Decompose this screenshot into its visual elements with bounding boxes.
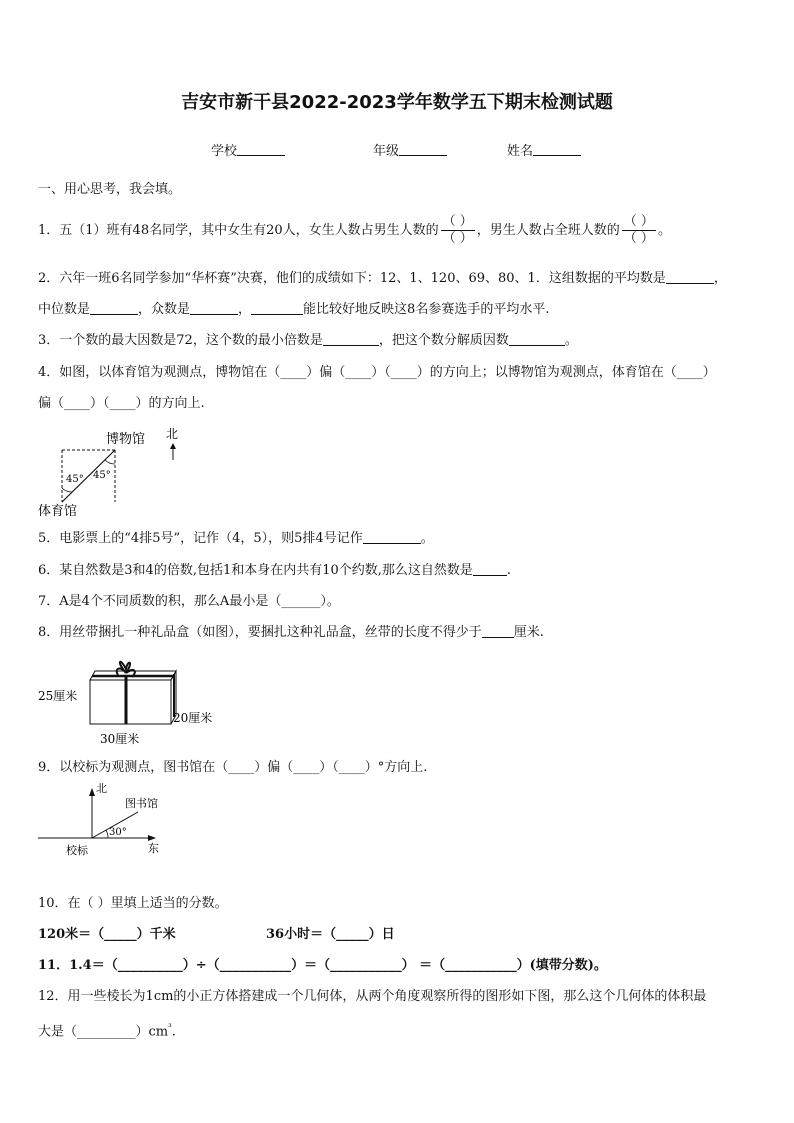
library-label: 图书馆 bbox=[125, 797, 158, 810]
angle-label: 30° bbox=[109, 827, 127, 838]
north-axis-arrowhead-icon bbox=[89, 788, 95, 796]
question-8 bbox=[38, 624, 544, 642]
question-6 bbox=[38, 562, 511, 580]
q2-text-2a: 中位数是 bbox=[38, 302, 91, 317]
school-blank[interactable] bbox=[237, 143, 285, 156]
q8-blank[interactable] bbox=[482, 625, 514, 638]
box-front-face bbox=[90, 680, 171, 724]
section-heading: 一、用心思考，我会填。 bbox=[38, 182, 182, 197]
q2-median-blank[interactable] bbox=[90, 302, 138, 315]
q3-text-b: ，把这个数分解质因数 bbox=[378, 333, 509, 348]
question-10-part-b: 36小时＝（_____）日 bbox=[266, 927, 395, 942]
q1-text-a: 1．五（1）班有48名同学，其中女生有20人，女生人数占男生人数的 bbox=[38, 223, 439, 238]
q1-frac2-den: （ ） bbox=[623, 231, 654, 246]
q3-factor-blank[interactable] bbox=[509, 333, 565, 346]
angle-label-2: 45° bbox=[93, 470, 111, 481]
q2-mean-blank[interactable] bbox=[666, 271, 714, 284]
q2-text-1a: 2．六年一班6名同学参加“华杯赛”决赛，他们的成绩如下：12、1、120、69、80、1．这组数据的平均数是 bbox=[38, 271, 666, 286]
angle-arc-1 bbox=[62, 488, 72, 492]
q8-gift-box-figure bbox=[36, 655, 236, 747]
q1-text-b: ，男生人数占全班人数的 bbox=[476, 223, 620, 238]
name-blank[interactable] bbox=[533, 143, 581, 156]
q5-text-b: 。 bbox=[420, 531, 434, 546]
q12-superscript: ³ bbox=[168, 1023, 172, 1033]
q2-text-2d: 能比较好地反映这8名参赛选手的平均水平. bbox=[303, 302, 550, 317]
q2-text-1b: ， bbox=[713, 271, 727, 286]
angle-label-1: 45° bbox=[66, 474, 84, 485]
q5-text-a: 5．电影票上的“4排5号”，记作（4，5），则5排4号记作 bbox=[38, 531, 363, 546]
question-10-part-a: 120米＝（_____）千米 bbox=[38, 927, 176, 942]
q3-text-c: 。 bbox=[564, 333, 578, 348]
q2-mode-blank[interactable] bbox=[190, 302, 238, 315]
q1-frac1-num: （ ） bbox=[442, 214, 473, 229]
ribbon-bow-icon bbox=[117, 662, 135, 677]
north-label: 北 bbox=[166, 427, 179, 441]
q1-frac2-num: （ ） bbox=[623, 214, 654, 229]
q6-blank[interactable] bbox=[473, 563, 507, 576]
q1-text-c: 。 bbox=[657, 223, 671, 238]
east-label: 东 bbox=[148, 842, 159, 855]
q8-text-a: 8．用丝带捆扎一种礼品盒（如图），要捆扎这种礼品盒，丝带的长度不得少于 bbox=[38, 625, 482, 640]
north-label: 北 bbox=[96, 782, 107, 795]
q1-fraction-2[interactable] bbox=[622, 214, 656, 247]
question-2-line-1 bbox=[38, 270, 727, 288]
school-field bbox=[211, 140, 285, 159]
angle-arc-2 bbox=[105, 460, 115, 464]
q8-text-b: 厘米. bbox=[513, 625, 544, 640]
q2-best-blank[interactable] bbox=[251, 302, 303, 315]
q6-text-b: . bbox=[506, 563, 512, 578]
question-4-line-2: 偏（____）（____）的方向上. bbox=[38, 396, 205, 411]
question-4-line-1: 4．如图，以体育馆为观测点，博物馆在（____）偏（____）（____）的方向上；以博物馆为观测点，体育馆在（____） bbox=[38, 365, 716, 380]
q4-figure bbox=[36, 422, 196, 522]
box-height-label: 25厘米 bbox=[38, 689, 78, 703]
q1-frac1-den: （ ） bbox=[442, 231, 473, 246]
q12-text-a: 大是（_________）cm bbox=[38, 1024, 169, 1040]
grade-label: 年级 bbox=[373, 144, 400, 159]
museum-label: 博物馆 bbox=[106, 432, 146, 447]
q3-text-a: 3．一个数的最大因数是72，这个数的最小倍数是 bbox=[38, 333, 323, 348]
name-field bbox=[507, 140, 581, 159]
angle-arc bbox=[106, 830, 108, 838]
grade-blank[interactable] bbox=[399, 143, 447, 156]
question-1 bbox=[38, 211, 671, 251]
gym-label: 体育馆 bbox=[38, 504, 78, 519]
question-3 bbox=[38, 332, 578, 350]
q2-text-2b: ，众数是 bbox=[138, 302, 191, 317]
q2-text-2c: ， bbox=[238, 302, 252, 317]
box-length-label: 30厘米 bbox=[100, 732, 140, 746]
q5-blank[interactable] bbox=[363, 531, 421, 544]
q1-fraction-1[interactable] bbox=[441, 214, 475, 247]
north-arrowhead-icon bbox=[170, 443, 176, 449]
question-10: 10．在（ ）里填上适当的分数。 bbox=[38, 896, 228, 911]
question-9: 9．以校标为观测点，图书馆在（____）偏（____）（____）°方向上. bbox=[38, 760, 428, 775]
grade-field bbox=[373, 140, 447, 159]
name-label: 姓名 bbox=[507, 144, 534, 159]
question-2-line-2 bbox=[38, 301, 549, 319]
question-12-line-2 bbox=[38, 1019, 176, 1041]
question-12-line-1: 12．用一些棱长为1cm的小正方体搭建成一个几何体，从两个角度观察所得的图形如下图，那么这个几何体的体积最 bbox=[38, 989, 707, 1004]
q9-figure bbox=[36, 782, 176, 862]
page-title: 吉安市新干县2022-2023学年数学五下期末检测试题 bbox=[181, 92, 613, 113]
q6-text-a: 6．某自然数是3和4的倍数,包括1和本身在内共有10个约数,那么这自然数是 bbox=[38, 563, 473, 578]
q12-text-b: . bbox=[171, 1024, 176, 1040]
question-5 bbox=[38, 530, 434, 548]
question-7: 7．A是4个不同质数的积，那么A最小是（______）。 bbox=[38, 594, 340, 609]
origin-label: 校标 bbox=[66, 844, 88, 857]
q3-multiple-blank[interactable] bbox=[323, 333, 379, 346]
school-label: 学校 bbox=[211, 144, 238, 159]
question-11: 11．1.4＝（__________）÷（___________）＝（___________） ＝（___________）(填带分数)。 bbox=[38, 958, 607, 973]
box-depth-label: 20厘米 bbox=[173, 711, 213, 725]
east-axis-arrowhead-icon bbox=[148, 835, 156, 841]
